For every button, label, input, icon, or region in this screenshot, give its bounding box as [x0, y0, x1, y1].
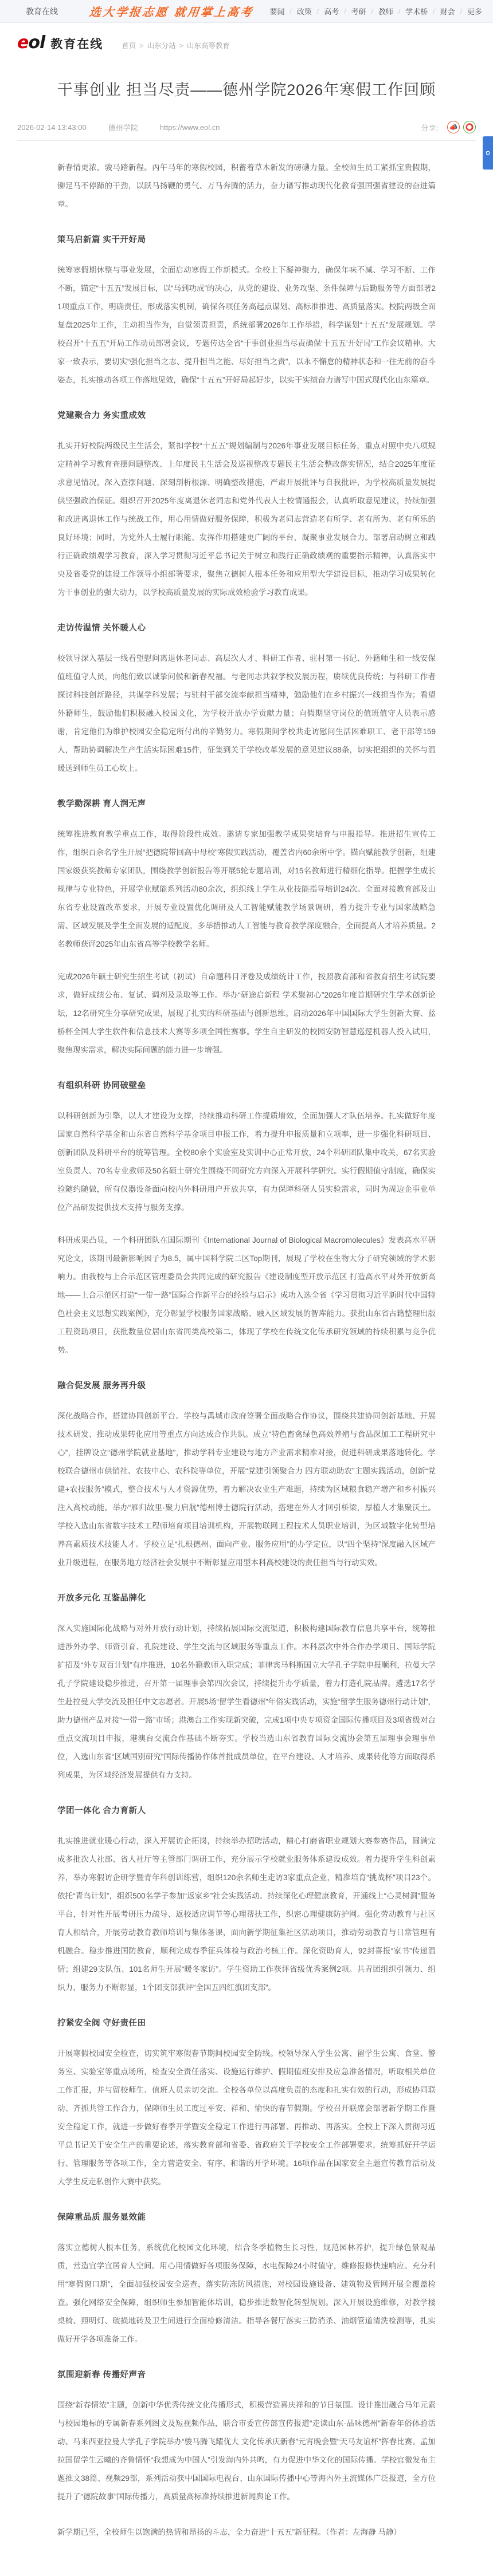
share-label: 分享: [421, 123, 438, 132]
eol-logo[interactable] [17, 34, 45, 52]
site-header [0, 23, 493, 57]
publish-date: 2026-02-14 13:43:00 [17, 123, 87, 132]
article-intro-paragraph: 新春情更浓，骏马踏新程。丙午马年的寒假校园，积蓄着草木新发的磅礴力量。全校师生员工紧抓宝贵假期，铆足马不停蹄的干劲，以跃马扬鞭的勇气、万马奔腾的活力，奋力谱写推动现代化教育强国强省建设的奋进篇章。 [57, 163, 436, 209]
article-closing-paragraph: 新学期已至，全校师生以饱满的热情和昂扬的斗志，全力奋进“十五五”新征程。（作者：左海静 马静） [57, 2528, 401, 2537]
top-bar [0, 0, 493, 23]
section-7-paragraph-1: 深入实施国际化战略与对外开放行动计划，持续拓展国际交流渠道，积极构建国际教育信息共享平台，统筹推进涉外办学、师资引育、孔院建设、学生交流与区域服务等重点工作。本科层次中外合作办学项目、国际学院扩招及“外专双百计划”有序推进，10名外籍教师入职完成；菲律宾马科斯国立大学孔子学院申报顺利，拉曼大学孔子学院建设稳步推进，召开第一届理事会第四次会议，持续提升办学质量，着力打造孔院品牌。遴选17名学生赴拉曼大学交流及担任中文志愿者。开展5场“留学生看德州”年俗实践活动，实施“留学生服务德州行动计划”，助力德州产品对接“一带一路”市场；港澳台工作实现新突破，完成1项中央专项资金国际传播项目及3项省级对台重点交流项目申报，港澳台交流合作基础不断夯实。学校当选山东省教育国际交流协会第五届理事会理事单位，入选山东省“区域国别研究”国际传播协作体首批成员单位，在平台建设、人才培养、成果转化等方面取得系列成果，为区域经济发展提供有力支持。 [57, 1624, 436, 1780]
side-float-tab[interactable] [483, 136, 493, 170]
topnav-item-7[interactable]: 财会 [440, 7, 455, 16]
nav-separator: / [398, 7, 401, 15]
section-heading-11: 氛围迎新春 传播好声音 [57, 2370, 146, 2380]
section-10-paragraph-1: 落实立德树人根本任务，系统优化校园文化环境，结合冬季植物生长习性，规范园林养护，提升绿色景观品质，营造宜学宜居育人空间。用心用情做好各项服务保障，水电保障24小时值守，维修报修快速响应。充分利用“寒假窗口期”，全面加强校园安全巡查，落实防冻防风措施，对校园设施设备、建筑物及管网开展全覆盖检查。强化网络安全保障，组织师生参加智能体培训，稳步推进数智化转型规划。深入开展设施维修，对教学楼桌椅、照明灯、破损地砖及卫生间进行全面检修清洁。指导各餐厅落实三防消杀、油烟管道清洗检测等，扎实做好开学各项准备工作。 [57, 2243, 436, 2344]
section-heading-6: 融合促发展 服务再升级 [57, 1381, 146, 1391]
section-3-paragraph-1: 校领导深入基层一线看望慰问离退休老同志、高层次人才、科研工作者、驻村第一书记、外籍师生和一线安保值班值守人员，向他们致以诚挚问候和新春祝福。与老同志共叙学校发展历程，赓续优良传统；与科研工作者探讨科技创新路径，共谋学科发展；与驻村干部交流奉献担当精神，勉励他们在乡村振兴一线担当作为；看望外籍师生，鼓励他们积极融入校园文化，为学校开放办学贡献力量；向假期坚守岗位的值班值守人员表示感谢，肯定他们为维护校园安全稳定所付出的辛勤努力。寒假期间学校共走访慰问生活困难职工、老干部等159人，帮助协调解决生产生活实际困难15件，征集到关于学校改革发展的意见建议88条，切实把组织的关怀与温暖送到师生员工心坎上。 [57, 654, 436, 773]
section-heading-7: 开放多元化 互鉴品牌化 [57, 1594, 146, 1604]
section-9-paragraph-1: 开展寒假校园安全检查，切实筑牢寒假春节期间校园安全防线。校领导深入学生公寓、留学生公寓、食堂、警务室、实验室等重点场所，检查安全责任落实、设施运行维护、假期值班安排及应急准备情况，听取相关单位工作汇报，并与留校师生、值班人员亲切交流。全校各单位以高度负责的态度和扎实有效的行动，形成协同联动、齐抓共管工作合力，保障师生员工度过平安、祥和、愉快的春节假期。学校召开联席会部署新学期工作暨安全稳定工作，就进一步做好春季开学暨安全稳定工作进行再部署、再推动、再落实。全校上下深入贯彻习近平总书记关于安全生产的重要论述，落实教育部和省委、省政府关于学校安全工作部署要求，统筹抓好开学运行、管理服务等各项工作，全力营造安全、有序、和谐的开学环境。16项作品在国家安全主题宣传教育活动及大学生反走私创作大赛中获奖。 [57, 2049, 436, 2187]
side-float-tab-icon [486, 151, 490, 155]
article-body [0, 141, 493, 2576]
nav-separator: / [316, 7, 319, 15]
share-bar [421, 121, 476, 133]
weibo-share-icon[interactable]: 📣 [447, 121, 460, 133]
eol-logo-ol: ol [28, 33, 45, 53]
topnav-item-6[interactable]: 学术桥 [405, 7, 428, 16]
topbar-nav [264, 6, 487, 17]
wechat-share-icon[interactable]: ⭕ [463, 121, 476, 133]
breadcrumb-item-1[interactable]: 首页 [122, 42, 136, 50]
topnav-item-4[interactable]: 考研 [351, 7, 366, 16]
nav-separator: / [344, 7, 346, 15]
section-heading-1: 策马启新篇 实干开好局 [57, 235, 146, 245]
breadcrumb-separator: > [179, 42, 183, 50]
breadcrumb-separator: > [139, 42, 144, 50]
topbar-slogan: 选大学报志愿 就用掌上高考 [88, 5, 255, 19]
section-heading-9: 拧紧安全阀 守好责任田 [57, 2019, 146, 2028]
article-meta [17, 121, 476, 141]
source-url[interactable]: https://www.eol.cn [159, 123, 220, 132]
eol-logo-e: e [17, 33, 29, 53]
nav-separator: / [289, 7, 292, 15]
nav-separator: / [371, 7, 373, 15]
topnav-item-8[interactable]: 更多 [467, 7, 482, 16]
section-2-paragraph-1: 扎实开好校院两级民主生活会，紧扣学校“十五五”规划编制与2026年事业发展目标任务，重点对照中央八项规定精神学习教育查摆问题整改、上年度民主生活会及巡视整改专题民主生活会整改落实情况，结合2025年度征求意见情况，深入查摆问题、深刻剖析根源、明确整改措施，严肃开展批评与自我批评，为学校高质量发展提供坚强政治保证。组织召开2025年度离退休老同志和党外代表人士校情通报会，认真听取意见建议，持续加强和改进离退休工作与统战工作，用心用情做好服务保障，积极为老同志营造老有所学、老有所为、老有所乐的良好环境；同时，为党外人士履行职能、发挥作用搭建更广阔的平台，凝聚事业发展合力。部署启动树立和践行正确政绩观学习教育，深入学习贯彻习近平总书记关于树立和践行正确政绩观的重要指示精神，认真落实中央及省委党的建设工作领导小组部署要求，聚焦立德树人根本任务和应用型大学建设目标，推动学习成果转化为干事创业的强大动力，以学校高质量发展的实际成效检验学习教育成果。 [57, 442, 436, 597]
section-heading-5: 有组织科研 协同破壁垒 [57, 1081, 146, 1091]
section-4-paragraph-2: 完成2026年硕士研究生招生考试（初试）自命题科目评卷及成绩统计工作，按照教育部和省教育招生考试院要求，做好成绩公布、复试、调剂及录取等工作。举办“研途启新程 学术聚初心”2026年度首期研究生学术创新论坛，12名研究生分享研究成果，展现了扎实的科研基础与创新思维。启动2026年中国国际大学生创新大赛、蓝桥杯全国大学生软件和信息技术大赛等多项全国性赛事。学生自主研发的校园安防智慧巡逻机器人投入试用，聚焦现实需求，解决实际问题的能力进一步增强。 [57, 972, 436, 1055]
article-sections [57, 233, 436, 2506]
page-title: 干事创业 担当尽责——德州学院2026年寒假工作回顾 [57, 81, 436, 99]
article-source[interactable]: 德州学院 [108, 123, 138, 132]
breadcrumb-item-2[interactable]: 山东分站 [147, 42, 176, 50]
site-name[interactable]: 教育在线 [50, 38, 104, 51]
section-heading-4: 教学勤深耕 育人润无声 [57, 799, 146, 809]
section-heading-10: 保障重品质 服务显效能 [57, 2213, 146, 2223]
section-4-paragraph-1: 统筹推进教育教学重点工作，取得阶段性成效。邀请专家加强教学成果奖培育与申报指导。推进招生宣传工作，组织百余名学生开展“把德院带回高中母校”寒假实践活动，覆盖省内60余所中学。锚向赋能教学创新，组建国家级获奖教师专家团队，围绕教学创新报告等开展5轮专题培训，对15名教师进行精细化指导。把握学生成长规律与专业特色，开展学业赋能系列活动80余次，组织线上学生从业技能指导培训24次。全面对接教育部及山东省专业设置改革要求，开展专业设置优化调研及人工智能赋能教学场景调研，着力提升专业与国家战略急需、区域发展及学生全面发展的适配度，多举措推动人工智能与教育教学深度融合，全面提高人才培养质量。2名教师获评2025年山东省高等学校教学名师。 [57, 830, 436, 949]
section-heading-8: 学团一体化 合力育新人 [57, 1806, 146, 1816]
topnav-item-2[interactable]: 政策 [296, 7, 312, 16]
section-heading-2: 党建聚合力 务实重成效 [57, 411, 146, 421]
topnav-item-5[interactable]: 教师 [378, 7, 393, 16]
section-8-paragraph-1: 扎实推进就业暖心行动，深入开展访企拓岗，持续举办招聘活动，精心打磨省职业规划大赛参赛作品，圆满完成多批次人社部、省人社厅等主管部门调研工作，充分展示学校就业服务体系建设成效。着力提升学生科创素养，举办寒假访企研学暨青年科创训练营，组织120余名师生走访3家重点企业，精准培育“挑战杯”项目23个。依托“青鸟计划”，组织500名学子参加“返家乡”社会实践活动。持续深化心理健康教育，开通线上“心灵树洞”服务平台，针对性开展考研压力疏导、返校适应调节等心理帮扶工作，织密心理健康防护网。强化劳动教育与社区育人相结合，开展劳动教育教师培训与集体备课，面向新学期征集社区活动项目，推动劳动教育与日常管理有机融合。稳步推进国防教育，顺利完成春季征兵体检与政治考核工作。深化资助育人，92封喜报“家书”传递温情；组建29支队伍、101名师生开展“暖冬家访”。学生资助工作获评省级优秀案例2项。共青团组织引领力、组织力、服务力不断彰显，1个团支部获评“全国五四红旗团支部”。 [57, 1837, 436, 1992]
section-11-paragraph-1: 围绕“新春情浓”主题，创新中华优秀传统文化传播形式，积极营造喜庆祥和的节日氛围。设计推出融合马年元素与校园地标的专属新春系列图文及短视频作品，联合市委宣传部宣传报道“走读山东·品味德州”新春年俗体验活动、马来西亚拉曼大学孔子学院举办“骏马腾飞耀优大 文化传承庆新春”元宵晚会暨“天马友谊杯”挥春比赛。孟加拉国留学生云曦的齐鲁情怀“我想成为中国人”引发海内外共鸣，有力促进中华文化的国际传播。学校官微发布主题推文38篇、视频29部，系列活动获中国国际电视台、山东国际传播中心等海内外主流媒体广泛报道，全方位提升了“德院故事”国际传播力，高质量高标准持续推进新闻舆论工作。 [57, 2401, 436, 2502]
section-5-paragraph-1: 以科研创新为引擎，以人才建设为支撑，持续推动科研工作提质增效，全面加强人才队伍培养。扎实做好年度国家自然科学基金和山东省自然科学基金项目申报工作，着力提升申报质量和立项率，进一步强化科研项目、创新团队及科研平台的统筹管理。全校80余个实验室及实训中心正常开放，24个科研团队集中攻关，67名实验室负责人、70名专业教师及50名硕士研究生围绕不同研究方向深入开展科学研究。实行假期值守制度，确保实验随约随做，所有仪器设备面向校内外科研用户开放共享，有力保障科研人员实验需求，同时为周边企事业单位产品研发提供技术支持与服务支撑。 [57, 1112, 436, 1212]
nav-separator: / [460, 7, 462, 15]
section-1-paragraph-1: 统筹寒假期休整与事业发展，全面启动寒假工作新模式。全校上下凝神聚力，确保年味不减、学习不断、工作不断，锚定“十五五”发展目标，以“马到功成”的决心，从党的建设、业务攻坚、条件保障与后勤服务等方面部署21项重点工作，明确责任，形成落实机制，确保各项任务高起点谋划、高标准推进、高质量落实。校院两级全面复盘2025年工作，主动担当作为，自觉领责担责，系统部署2026年工作举措，科学谋划“十五五”发展规划。学校召开“十五五”开局工作动员部署会议，专题传达全省“干事创业担当尽责确保‘十五五’开好局”工作会议精神。大家一致表示，要切实“强化担当之志、提升担当之能、尽好担当之责”，以永不懈怠的精神状态和一往无前的奋斗姿态，扎实推动各项工作落地见效，确保“十五五”开好局起好步，以实干实绩奋力谱写中国式现代化山东篇章。 [57, 266, 436, 385]
breadcrumb-item-3[interactable]: 山东高等教育 [186, 42, 230, 50]
nav-separator: / [433, 7, 435, 15]
section-heading-3: 走访传温情 关怀暖人心 [57, 624, 146, 633]
section-6-paragraph-1: 深化战略合作，搭建协同创新平台。学校与禹城市政府签署全面战略合作协议，围绕共建协同创新基地、开展技术研发、推动成果转化应用等重点方向达成合作共识。成立“特色畜禽绿色高效养殖与食品深加工工程研究中心”，挂牌设立“德州学院就业基地”，推动学科专业建设与地方产业需求精准对接，促进科研成果落地转化。学校联合德州市供销社、农技中心、农科院等单位，开展“党建引领聚合力 四方联动助农”主题实践活动，创新“党建+农技服务”模式，整合技术与人才资源优势，着力解决农业生产难题，持续为区域粮食稳产增产和乡村振兴注入高校动能。举办“雁归故里·聚力启航”德州博士德院行活动，搭建在外人才回引桥梁，厚植人才集聚沃土。学校入选山东省数字技术工程师培育项目培训机构，开展物联网工程技术人员职业培训，为区域数字化转型培养高素质技术技能人才。学校立足“扎根德州、面向产业、服务应用”的办学定位，以“四个坚持”深度融入区域产业升级进程，在服务地方经济社会发展中不断彰显应用型本科高校建设的责任担当与行动实效。 [57, 1412, 436, 1567]
topbar-brand: 教育在线 [26, 6, 58, 16]
section-5-paragraph-2: 科研成果凸显，一个科研团队在国际期刊《International Journal of Biological Macromolecules》发表高水平研究论文，该期刊最新影响因子为8.5，属中国科学院二区Top期刊，展现了学校在生物大分子研究领域的学术影响力。由我校与上合示范区管理委员会共同完成的研究报告《建设制度型开放示范区 打造高水平对外开放新高地——上合示范区打造“一带一路”国际合作新平台的经验与启示》成功入选全省《学习贯彻习近平新时代中国特色社会主义思想实践案例》，充分彰显学校服务国家战略、融入区域发展的智库能力。获批山东省古籍整理出版工程资助项目，获批数量位居山东省同类高校第二，体现了学校在传统文化传承研究领域的持续积累与竞争优势。 [57, 1236, 436, 1355]
topnav-item-3[interactable]: 高考 [324, 7, 339, 16]
breadcrumb [122, 40, 230, 50]
topnav-item-1[interactable]: 要闻 [269, 7, 285, 16]
